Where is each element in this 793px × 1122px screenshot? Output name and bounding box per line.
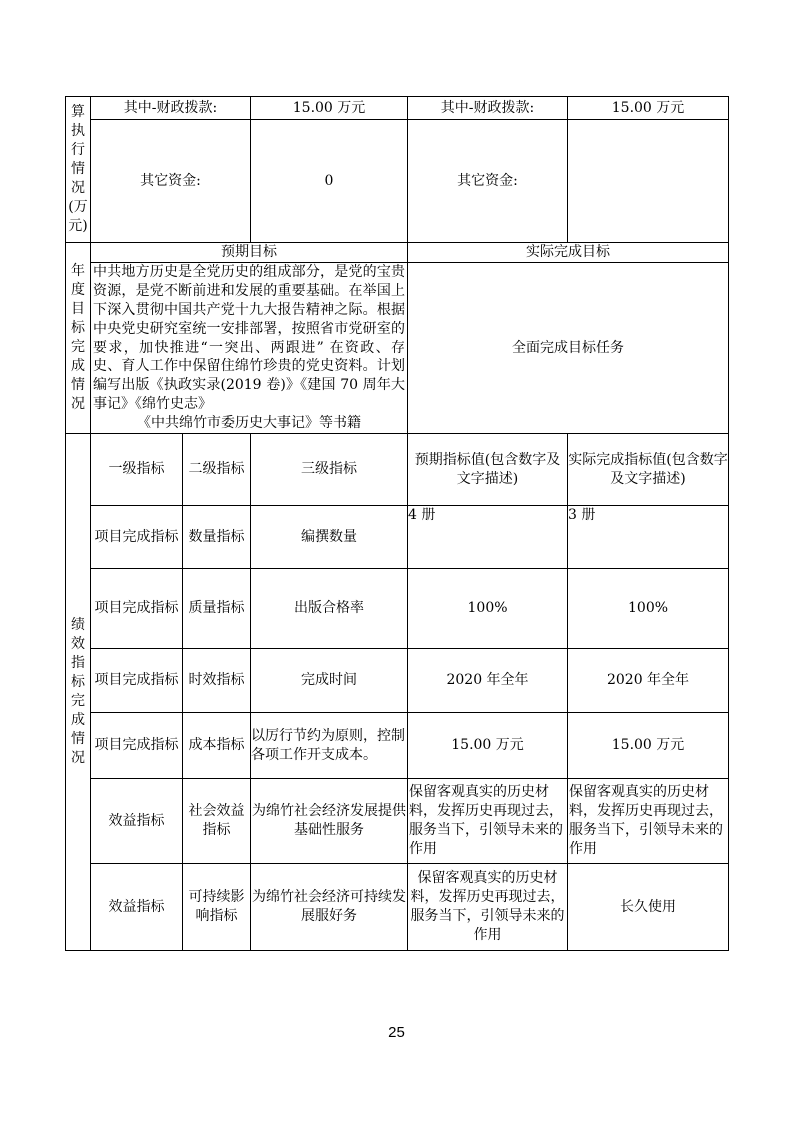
expected-value-cell: 15.00 万元 — [408, 713, 568, 779]
expected-value-cell: 保留客观真实的历史材料，发挥历史再现过去，服务当下，引领导未来的作用 — [408, 779, 568, 864]
level2-cell: 成本指标 — [183, 713, 251, 779]
actual-value-cell: 长久使用 — [568, 864, 729, 951]
actual-goal-header: 实际完成目标 — [408, 243, 729, 263]
level2-cell: 可持续影响指标 — [183, 864, 251, 951]
level3-cell: 编撰数量 — [251, 506, 408, 569]
actual-value-cell: 2020 年全年 — [568, 649, 729, 713]
fiscal-allocation-value-actual: 15.00 万元 — [568, 97, 729, 120]
expected-value-cell: 100% — [408, 569, 568, 649]
performance-table — [65, 96, 729, 951]
level2-cell: 时效指标 — [183, 649, 251, 713]
other-funds-label-actual: 其它资金: — [408, 120, 568, 243]
table-row — [66, 649, 729, 713]
performance-section-label: 绩 效 指 标 完 成 情 况 — [66, 434, 91, 951]
table-row — [66, 569, 729, 649]
level1-cell: 项目完成指标 — [91, 569, 183, 649]
level1-cell: 项目完成指标 — [91, 713, 183, 779]
table-row — [66, 506, 729, 569]
other-funds-value-actual — [568, 120, 729, 243]
actual-value-cell: 保留客观真实的历史材料，发挥历史再现过去，服务当下，引领导未来的作用 — [568, 779, 729, 864]
other-funds-label-expected: 其它资金: — [91, 120, 251, 243]
expected-value-header: 预期指标值(包含数字及文字描述) — [408, 434, 568, 506]
table-row — [66, 864, 729, 951]
level2-cell: 数量指标 — [183, 506, 251, 569]
actual-value-cell: 15.00 万元 — [568, 713, 729, 779]
level2-indicator-header: 二级指标 — [183, 434, 251, 506]
fiscal-allocation-label-expected: 其中-财政拨款: — [91, 97, 251, 120]
expected-value-cell: 2020 年全年 — [408, 649, 568, 713]
level1-indicator-header: 一级指标 — [91, 434, 183, 506]
budget-section-label: 算 执 行 情 况 (万 元) — [66, 97, 91, 243]
expected-goal-header: 预期目标 — [91, 243, 408, 263]
level1-cell: 项目完成指标 — [91, 649, 183, 713]
level3-cell: 出版合格率 — [251, 569, 408, 649]
expected-value-cell: 4 册 — [408, 506, 568, 569]
table-row — [66, 713, 729, 779]
level1-cell: 效益指标 — [91, 864, 183, 951]
actual-value-header: 实际完成指标值(包含数字及文字描述) — [568, 434, 729, 506]
table-row — [66, 779, 729, 864]
level3-indicator-header: 三级指标 — [251, 434, 408, 506]
level1-cell: 效益指标 — [91, 779, 183, 864]
level3-cell: 为绵竹社会经济发展提供基础性服务 — [251, 779, 408, 864]
other-funds-value-expected: 0 — [251, 120, 408, 243]
page-number: 25 — [388, 1024, 405, 1041]
level1-cell: 项目完成指标 — [91, 506, 183, 569]
expected-goal-text: 中共地方历史是全党历史的组成部分，是党的宝贵资源，是党不断前进和发展的重要基础。在举国上下深入贯彻中国共产党十九大报告精神之际。根据中央党史研究室统一安排部署，按照省市党研室的要求，加快推进“一突出、两跟进” 在资政、存史、育人工作中保留住绵竹珍贵的党史资料。计划编写出版《执政实录(2019 卷)》《建国 70 周年大事记》《绵竹史志》 《中共绵竹市委历史大事记》等书籍 — [91, 263, 408, 434]
level3-cell: 为绵竹社会经济可持续发展服好务 — [251, 864, 408, 951]
fiscal-allocation-label-actual: 其中-财政拨款: — [408, 97, 568, 120]
level2-cell: 社会效益指标 — [183, 779, 251, 864]
annual-goals-section-label: 年 度 目 标 完 成 情 况 — [66, 243, 91, 434]
expected-value-cell: 保留客观真实的历史材料，发挥历史再现过去，服务当下，引领导未来的作用 — [408, 864, 568, 951]
actual-value-cell: 3 册 — [568, 506, 729, 569]
actual-value-cell: 100% — [568, 569, 729, 649]
level2-cell: 质量指标 — [183, 569, 251, 649]
level3-cell: 完成时间 — [251, 649, 408, 713]
fiscal-allocation-value-expected: 15.00 万元 — [251, 97, 408, 120]
level3-cell: 以厉行节约为原则，控制各项工作开支成本。 — [251, 713, 408, 779]
actual-goal-text: 全面完成目标任务 — [408, 263, 729, 434]
